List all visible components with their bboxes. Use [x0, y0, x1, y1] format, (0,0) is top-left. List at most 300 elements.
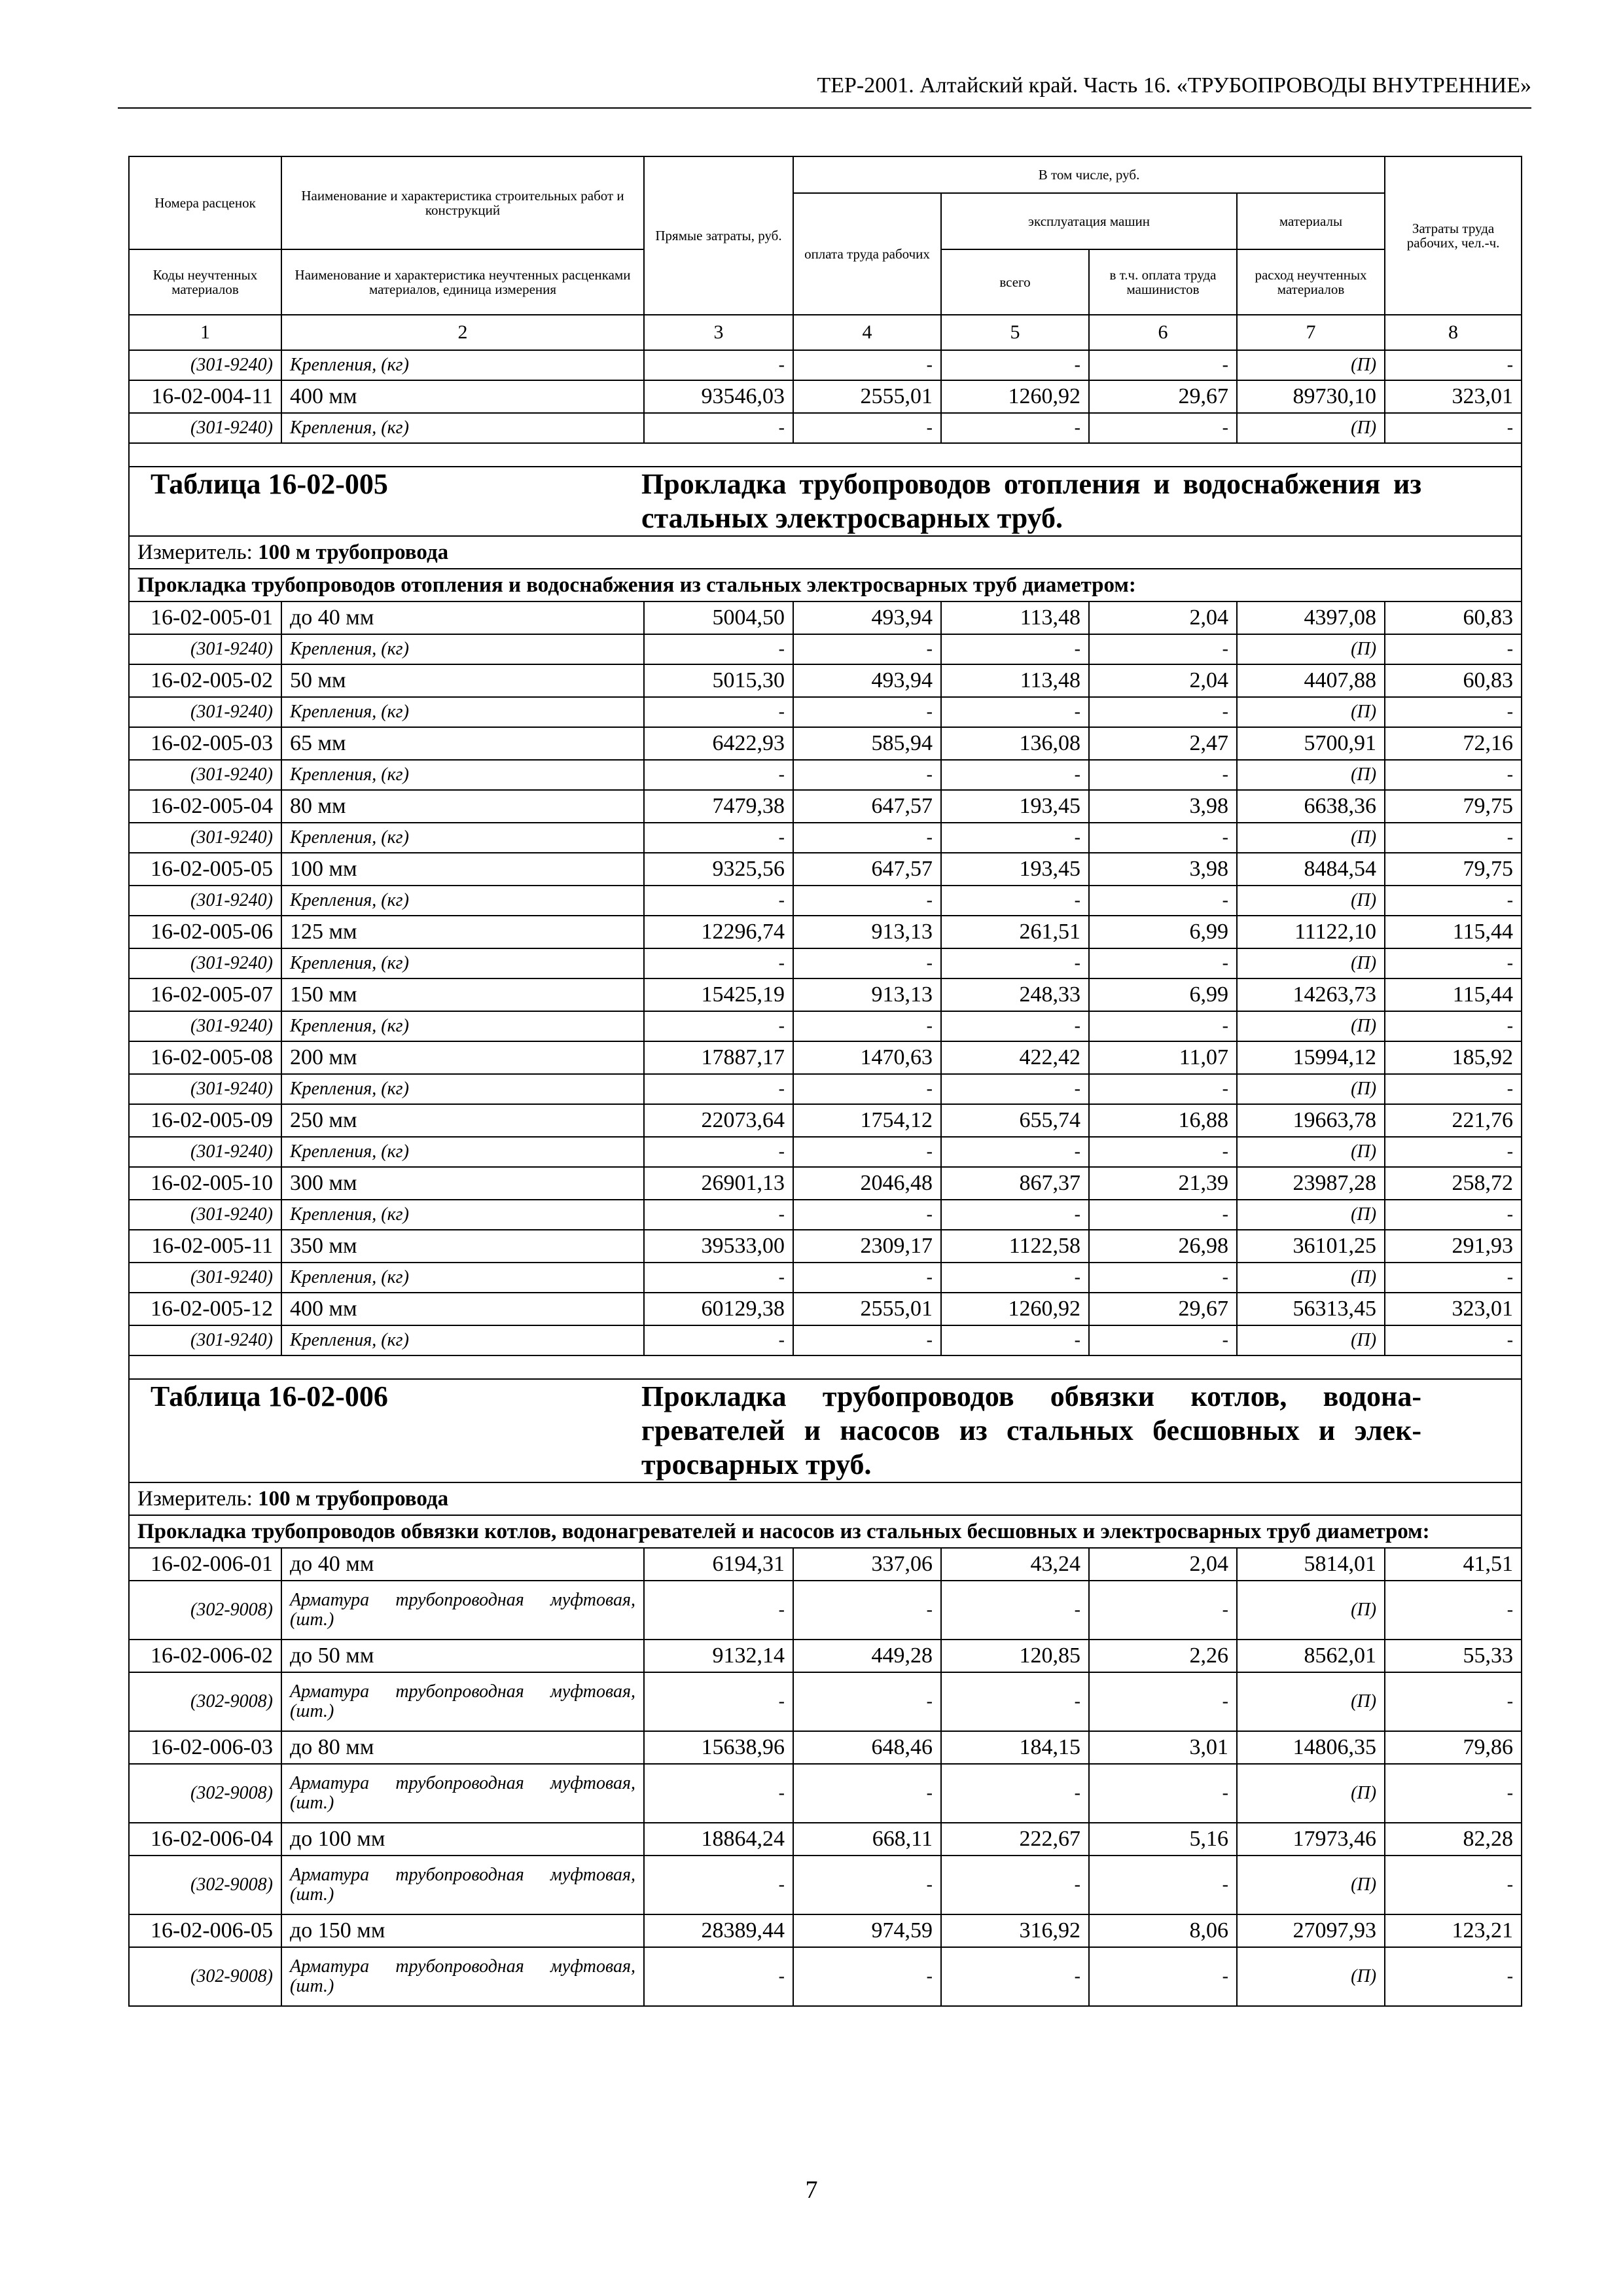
value-cell: (П) — [1237, 1947, 1385, 2006]
value-cell: - — [793, 886, 941, 916]
value-cell: - — [793, 1325, 941, 1355]
col-header-machines-total: всего — [941, 249, 1089, 315]
value-cell: 123,21 — [1385, 1914, 1522, 1947]
value-cell: 6194,31 — [644, 1548, 793, 1581]
value-cell: - — [1089, 1074, 1237, 1104]
material-code: (301-9240) — [129, 760, 281, 790]
table-subrow — [129, 886, 1522, 916]
section-heading-row — [129, 569, 1522, 601]
value-cell: 9132,14 — [644, 1640, 793, 1672]
value-cell: 36101,25 — [1237, 1230, 1385, 1263]
value-cell: - — [1089, 1947, 1237, 2006]
material-name: Крепления, (кг) — [281, 413, 644, 443]
value-cell: 11,07 — [1089, 1041, 1237, 1074]
table-body — [129, 350, 1522, 2006]
value-cell: - — [1385, 886, 1522, 916]
work-name: 350 мм — [281, 1230, 644, 1263]
table-subrow — [129, 413, 1522, 443]
value-cell: 3,98 — [1089, 853, 1237, 886]
table-description: Прокладка трубопроводов отопления и водоснабжения из стальных электросварных труб. — [641, 468, 1422, 534]
value-cell: - — [1089, 1137, 1237, 1167]
value-cell: 193,45 — [941, 790, 1089, 823]
value-cell: - — [1385, 1200, 1522, 1230]
material-code: (301-9240) — [129, 350, 281, 380]
value-cell: 1122,58 — [941, 1230, 1089, 1263]
value-cell: - — [793, 1200, 941, 1230]
col-header-direct-costs: Прямые затраты, руб. — [644, 156, 793, 315]
rate-code: 16-02-006-03 — [129, 1731, 281, 1764]
value-cell: - — [793, 350, 941, 380]
value-cell: 316,92 — [941, 1914, 1089, 1947]
value-cell: 6,99 — [1089, 978, 1237, 1011]
material-code: (302-9008) — [129, 1581, 281, 1640]
material-name-text: Арматура трубопроводная муфтовая, (шт.) — [290, 1681, 635, 1721]
value-cell: 1754,12 — [793, 1104, 941, 1137]
measure-value: 100 м трубопровода — [258, 540, 449, 564]
value-cell: 2309,17 — [793, 1230, 941, 1263]
material-code: (301-9240) — [129, 886, 281, 916]
value-cell: (П) — [1237, 634, 1385, 664]
value-cell: 60,83 — [1385, 664, 1522, 697]
table-subrow — [129, 1581, 1522, 1640]
value-cell: - — [793, 1856, 941, 1914]
value-cell: - — [941, 697, 1089, 727]
col-header-material-codes: Коды неучтенных материалов — [129, 249, 281, 315]
col-number: 5 — [941, 315, 1089, 350]
material-name-text: Арматура трубопроводная муфтовая, (шт.) — [290, 1590, 635, 1630]
value-cell: 2,04 — [1089, 601, 1237, 634]
value-cell: - — [644, 634, 793, 664]
value-cell: - — [1385, 634, 1522, 664]
value-cell: 28389,44 — [644, 1914, 793, 1947]
value-cell: 136,08 — [941, 727, 1089, 760]
table-subrow — [129, 1672, 1522, 1731]
material-name: Крепления, (кг) — [281, 1074, 644, 1104]
value-cell: - — [644, 1074, 793, 1104]
value-cell: 23987,28 — [1237, 1167, 1385, 1200]
value-cell: 79,75 — [1385, 853, 1522, 886]
value-cell: - — [793, 1947, 941, 2006]
value-cell: 93546,03 — [644, 380, 793, 413]
value-cell: 185,92 — [1385, 1041, 1522, 1074]
table-subrow — [129, 948, 1522, 978]
value-cell: - — [644, 697, 793, 727]
value-cell: (П) — [1237, 1074, 1385, 1104]
rate-code: 16-02-005-11 — [129, 1230, 281, 1263]
value-cell: - — [1089, 413, 1237, 443]
rate-code: 16-02-006-01 — [129, 1548, 281, 1581]
value-cell: - — [644, 760, 793, 790]
value-cell: - — [793, 1263, 941, 1293]
value-cell: - — [644, 1856, 793, 1914]
material-code: (301-9240) — [129, 1011, 281, 1041]
value-cell: 17887,17 — [644, 1041, 793, 1074]
value-cell: - — [1385, 1137, 1522, 1167]
value-cell: (П) — [1237, 1137, 1385, 1167]
value-cell: 18864,24 — [644, 1823, 793, 1856]
material-code: (301-9240) — [129, 948, 281, 978]
value-cell: 5700,91 — [1237, 727, 1385, 760]
spacer-cell — [129, 1355, 1522, 1379]
material-code: (301-9240) — [129, 823, 281, 853]
table-subrow — [129, 823, 1522, 853]
value-cell: - — [644, 1581, 793, 1640]
rate-code: 16-02-005-04 — [129, 790, 281, 823]
material-name: Крепления, (кг) — [281, 1137, 644, 1167]
table-row — [129, 1041, 1522, 1074]
value-cell: 323,01 — [1385, 1293, 1522, 1325]
value-cell: 16,88 — [1089, 1104, 1237, 1137]
value-cell: - — [1385, 1856, 1522, 1914]
table-row — [129, 1731, 1522, 1764]
table-subrow — [129, 1074, 1522, 1104]
value-cell: - — [793, 760, 941, 790]
material-name-text: Арматура трубопроводная муфтовая, (шт.) — [290, 1773, 635, 1813]
value-cell: - — [1089, 1581, 1237, 1640]
value-cell: 9325,56 — [644, 853, 793, 886]
table-row — [129, 1293, 1522, 1325]
value-cell: (П) — [1237, 1581, 1385, 1640]
table-subrow — [129, 1263, 1522, 1293]
value-cell: 222,67 — [941, 1823, 1089, 1856]
value-cell: - — [644, 886, 793, 916]
material-code: (301-9240) — [129, 1137, 281, 1167]
rate-code: 16-02-005-08 — [129, 1041, 281, 1074]
value-cell: - — [941, 1581, 1089, 1640]
work-name: 400 мм — [281, 1293, 644, 1325]
value-cell: (П) — [1237, 1856, 1385, 1914]
section-heading: Прокладка трубопроводов отопления и водоснабжения из стальных электросварных труб диаметром: — [129, 569, 1522, 601]
table-subrow — [129, 1856, 1522, 1914]
value-cell: - — [941, 350, 1089, 380]
value-cell: 2555,01 — [793, 380, 941, 413]
value-cell: 5004,50 — [644, 601, 793, 634]
col-header-unaccounted-materials: расход неучтенных материалов — [1237, 249, 1385, 315]
value-cell: - — [1385, 948, 1522, 978]
value-cell: 1260,92 — [941, 1293, 1089, 1325]
value-cell: - — [941, 1137, 1089, 1167]
table-number: Таблица 16-02-005 — [151, 468, 388, 500]
table-row — [129, 727, 1522, 760]
table-row — [129, 664, 1522, 697]
value-cell: 668,11 — [793, 1823, 941, 1856]
col-number: 8 — [1385, 315, 1522, 350]
table-title — [137, 1380, 1513, 1482]
value-cell: - — [941, 1672, 1089, 1731]
value-cell: 26901,13 — [644, 1167, 793, 1200]
value-cell: 2,26 — [1089, 1640, 1237, 1672]
value-cell: - — [1089, 1856, 1237, 1914]
value-cell: (П) — [1237, 1011, 1385, 1041]
value-cell: - — [644, 1263, 793, 1293]
value-cell: - — [941, 760, 1089, 790]
material-code: (301-9240) — [129, 634, 281, 664]
value-cell: 974,59 — [793, 1914, 941, 1947]
col-number: 6 — [1089, 315, 1237, 350]
value-cell: 647,57 — [793, 853, 941, 886]
table-row — [129, 1640, 1522, 1672]
value-cell: 27097,93 — [1237, 1914, 1385, 1947]
value-cell: - — [941, 1856, 1089, 1914]
col-number: 3 — [644, 315, 793, 350]
measure-label: Измеритель: — [137, 540, 259, 564]
value-cell: - — [644, 948, 793, 978]
rate-code: 16-02-004-11 — [129, 380, 281, 413]
value-cell: - — [941, 1200, 1089, 1230]
value-cell: - — [941, 1764, 1089, 1823]
table-subrow — [129, 697, 1522, 727]
value-cell: - — [793, 413, 941, 443]
table-title-row — [129, 467, 1522, 536]
value-cell: - — [1089, 1011, 1237, 1041]
work-name: до 40 мм — [281, 601, 644, 634]
value-cell: 5814,01 — [1237, 1548, 1385, 1581]
value-cell: - — [941, 1263, 1089, 1293]
material-name-text: Арматура трубопроводная муфтовая, (шт.) — [290, 1956, 635, 1996]
value-cell: - — [1089, 697, 1237, 727]
value-cell: - — [941, 823, 1089, 853]
table-number: Таблица 16-02-006 — [151, 1380, 388, 1412]
col-number: 1 — [129, 315, 281, 350]
col-number: 7 — [1237, 315, 1385, 350]
col-header-rate-numbers: Номера расценок — [129, 156, 281, 249]
material-name: Крепления, (кг) — [281, 1263, 644, 1293]
col-number: 2 — [281, 315, 644, 350]
table-subrow — [129, 1947, 1522, 2006]
value-cell: - — [644, 1764, 793, 1823]
value-cell: - — [793, 1764, 941, 1823]
table-subrow — [129, 1325, 1522, 1355]
value-cell: - — [793, 823, 941, 853]
value-cell: - — [644, 1947, 793, 2006]
value-cell: 29,67 — [1089, 380, 1237, 413]
value-cell: 2,04 — [1089, 664, 1237, 697]
value-cell: 913,13 — [793, 916, 941, 948]
value-cell: 3,98 — [1089, 790, 1237, 823]
value-cell: (П) — [1237, 350, 1385, 380]
value-cell: 2046,48 — [793, 1167, 941, 1200]
value-cell: 79,86 — [1385, 1731, 1522, 1764]
value-cell: - — [1385, 413, 1522, 443]
value-cell: 913,13 — [793, 978, 941, 1011]
value-cell: - — [644, 1137, 793, 1167]
material-code: (302-9008) — [129, 1672, 281, 1731]
value-cell: - — [1385, 1325, 1522, 1355]
col-number: 4 — [793, 315, 941, 350]
value-cell: (П) — [1237, 760, 1385, 790]
col-header-work-name: Наименование и характеристика строительных работ и конструкций — [281, 156, 644, 249]
value-cell: - — [793, 1672, 941, 1731]
table-title-cell — [129, 467, 1522, 536]
value-cell: - — [941, 1947, 1089, 2006]
value-cell: 113,48 — [941, 601, 1089, 634]
value-cell: 22073,64 — [644, 1104, 793, 1137]
value-cell: 2,47 — [1089, 727, 1237, 760]
value-cell: - — [644, 1200, 793, 1230]
value-cell: - — [1089, 1263, 1237, 1293]
table-title-spacer — [129, 443, 1522, 467]
value-cell: 43,24 — [941, 1548, 1089, 1581]
value-cell: 39533,00 — [644, 1230, 793, 1263]
section-heading: Прокладка трубопроводов обвязки котлов, водонагревателей и насосов из стальных бесшовных и электросварных труб диаметром: — [129, 1515, 1522, 1548]
rate-code: 16-02-006-04 — [129, 1823, 281, 1856]
value-cell: - — [793, 697, 941, 727]
material-name-text: Арматура трубопроводная муфтовая, (шт.) — [290, 1865, 635, 1905]
value-cell: 115,44 — [1385, 978, 1522, 1011]
material-name: Крепления, (кг) — [281, 760, 644, 790]
value-cell: - — [941, 1074, 1089, 1104]
value-cell: 12296,74 — [644, 916, 793, 948]
section-heading-row — [129, 1515, 1522, 1548]
value-cell: 14263,73 — [1237, 978, 1385, 1011]
rates-table — [128, 156, 1522, 2007]
value-cell: 60129,38 — [644, 1293, 793, 1325]
work-name: 125 мм — [281, 916, 644, 948]
table-subrow — [129, 1200, 1522, 1230]
table-subrow — [129, 634, 1522, 664]
value-cell: 82,28 — [1385, 1823, 1522, 1856]
value-cell: 867,37 — [941, 1167, 1089, 1200]
value-cell: (П) — [1237, 1672, 1385, 1731]
value-cell: - — [644, 1672, 793, 1731]
value-cell: (П) — [1237, 1263, 1385, 1293]
material-code: (302-9008) — [129, 1947, 281, 2006]
table-subrow — [129, 760, 1522, 790]
value-cell: 113,48 — [941, 664, 1089, 697]
material-code: (301-9240) — [129, 1074, 281, 1104]
col-header-materials: материалы — [1237, 193, 1385, 249]
value-cell: 184,15 — [941, 1731, 1089, 1764]
table-subrow — [129, 1011, 1522, 1041]
value-cell: 655,74 — [941, 1104, 1089, 1137]
table-subrow — [129, 350, 1522, 380]
value-cell: 2555,01 — [793, 1293, 941, 1325]
value-cell: 26,98 — [1089, 1230, 1237, 1263]
rate-code: 16-02-005-12 — [129, 1293, 281, 1325]
value-cell: 8562,01 — [1237, 1640, 1385, 1672]
value-cell: 261,51 — [941, 916, 1089, 948]
rate-code: 16-02-006-05 — [129, 1914, 281, 1947]
table-row — [129, 916, 1522, 948]
value-cell: 2,04 — [1089, 1548, 1237, 1581]
measure-value: 100 м трубопровода — [258, 1486, 449, 1511]
material-name: Крепления, (кг) — [281, 886, 644, 916]
value-cell: (П) — [1237, 948, 1385, 978]
rate-code: 16-02-005-09 — [129, 1104, 281, 1137]
value-cell: 5,16 — [1089, 1823, 1237, 1856]
work-name: до 150 мм — [281, 1914, 644, 1947]
value-cell: 422,42 — [941, 1041, 1089, 1074]
value-cell: - — [793, 1581, 941, 1640]
value-cell: 248,33 — [941, 978, 1089, 1011]
col-header-labor-costs: Затраты труда рабочих, чел.-ч. — [1385, 156, 1522, 315]
value-cell: - — [1089, 760, 1237, 790]
value-cell: 14806,35 — [1237, 1731, 1385, 1764]
value-cell: - — [793, 1074, 941, 1104]
table-row — [129, 978, 1522, 1011]
value-cell: 55,33 — [1385, 1640, 1522, 1672]
rate-code: 16-02-005-06 — [129, 916, 281, 948]
work-name: 300 мм — [281, 1167, 644, 1200]
value-cell: - — [644, 823, 793, 853]
value-cell: 4407,88 — [1237, 664, 1385, 697]
col-header-including: В том числе, руб. — [793, 156, 1385, 193]
material-name — [281, 1764, 644, 1823]
table-row — [129, 790, 1522, 823]
material-code: (302-9008) — [129, 1764, 281, 1823]
value-cell: (П) — [1237, 1200, 1385, 1230]
material-code: (301-9240) — [129, 1325, 281, 1355]
work-name: 400 мм — [281, 380, 644, 413]
table-row — [129, 1823, 1522, 1856]
value-cell: - — [644, 350, 793, 380]
value-cell: 120,85 — [941, 1640, 1089, 1672]
value-cell: 493,94 — [793, 664, 941, 697]
value-cell: 115,44 — [1385, 916, 1522, 948]
table-row — [129, 1548, 1522, 1581]
material-name: Крепления, (кг) — [281, 948, 644, 978]
work-name: 65 мм — [281, 727, 644, 760]
value-cell: - — [1385, 1581, 1522, 1640]
value-cell: - — [1385, 760, 1522, 790]
value-cell: 79,75 — [1385, 790, 1522, 823]
table-title-row — [129, 1379, 1522, 1482]
value-cell: 323,01 — [1385, 380, 1522, 413]
measure-label: Измеритель: — [137, 1486, 259, 1511]
work-name: до 80 мм — [281, 1731, 644, 1764]
value-cell: 6,99 — [1089, 916, 1237, 948]
value-cell: 648,46 — [793, 1731, 941, 1764]
value-cell: 56313,45 — [1237, 1293, 1385, 1325]
value-cell: 6638,36 — [1237, 790, 1385, 823]
value-cell: 647,57 — [793, 790, 941, 823]
value-cell: 449,28 — [793, 1640, 941, 1672]
value-cell: 29,67 — [1089, 1293, 1237, 1325]
value-cell: 1470,63 — [793, 1041, 941, 1074]
table-row — [129, 1230, 1522, 1263]
material-code: (301-9240) — [129, 413, 281, 443]
value-cell: - — [644, 1011, 793, 1041]
measure-unit-row — [129, 1482, 1522, 1515]
value-cell: 193,45 — [941, 853, 1089, 886]
value-cell: 6422,93 — [644, 727, 793, 760]
value-cell: 221,76 — [1385, 1104, 1522, 1137]
value-cell: - — [1089, 1764, 1237, 1823]
value-cell: 72,16 — [1385, 727, 1522, 760]
rate-code: 16-02-005-05 — [129, 853, 281, 886]
value-cell: - — [941, 948, 1089, 978]
value-cell: 11122,10 — [1237, 916, 1385, 948]
rate-code: 16-02-005-07 — [129, 978, 281, 1011]
value-cell: - — [1385, 1263, 1522, 1293]
value-cell: (П) — [1237, 413, 1385, 443]
value-cell: (П) — [1237, 697, 1385, 727]
running-header: ТЕР-2001. Алтайский край. Часть 16. «ТРУБОПРОВОДЫ ВНУТРЕННИЕ» — [118, 71, 1531, 109]
value-cell: (П) — [1237, 1325, 1385, 1355]
work-name: 50 мм — [281, 664, 644, 697]
value-cell: - — [793, 634, 941, 664]
material-name — [281, 1947, 644, 2006]
value-cell: - — [1089, 823, 1237, 853]
work-name: 80 мм — [281, 790, 644, 823]
value-cell: - — [1385, 1764, 1522, 1823]
rate-code: 16-02-005-02 — [129, 664, 281, 697]
value-cell: 8484,54 — [1237, 853, 1385, 886]
value-cell: - — [1385, 823, 1522, 853]
value-cell: - — [1385, 1011, 1522, 1041]
material-code: (302-9008) — [129, 1856, 281, 1914]
rate-code: 16-02-006-02 — [129, 1640, 281, 1672]
